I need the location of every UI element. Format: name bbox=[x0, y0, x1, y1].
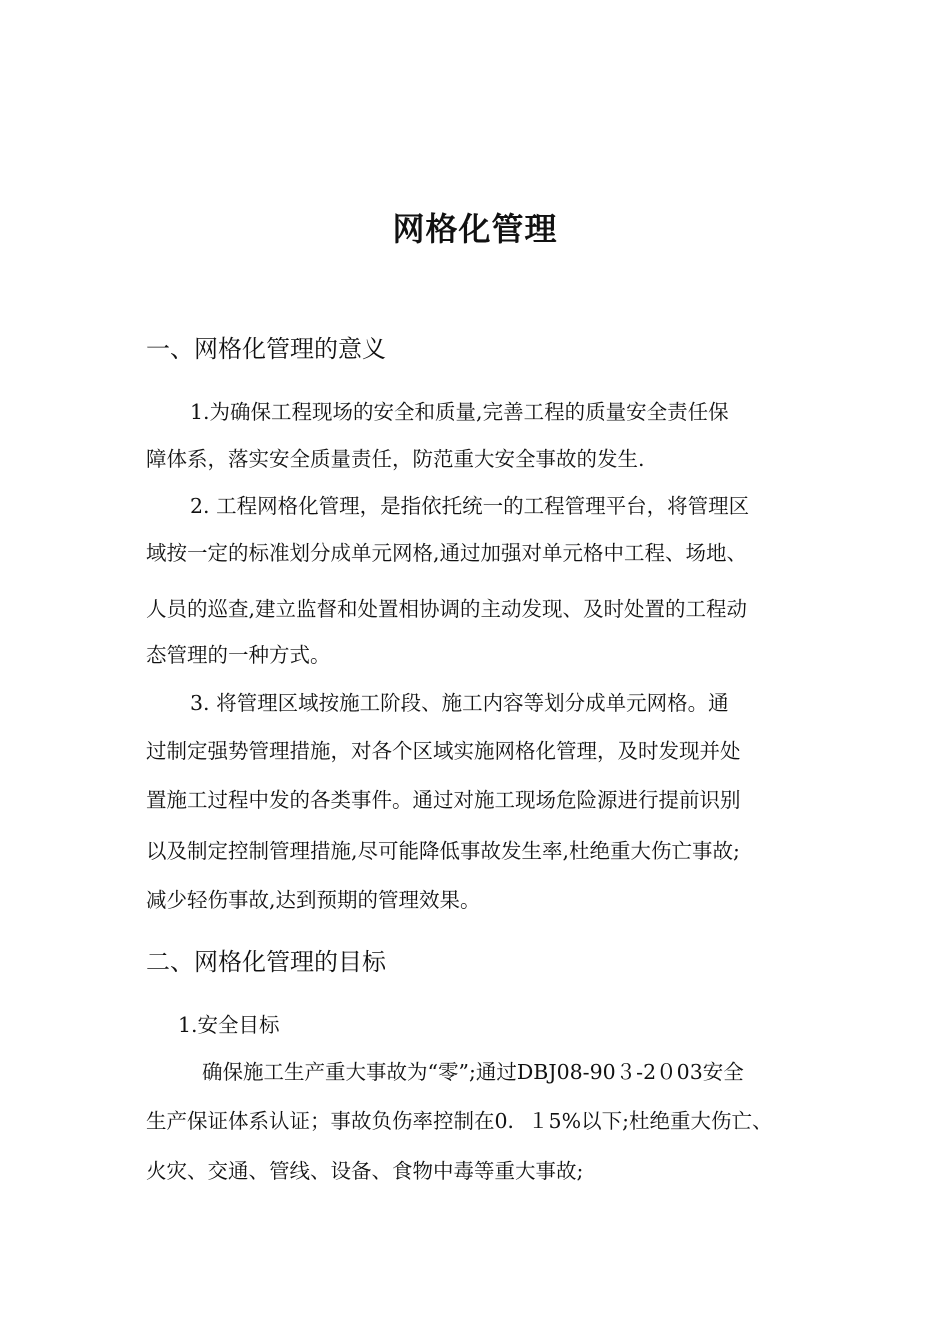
paragraph-line: 态管理的一种方式。 bbox=[146, 643, 331, 667]
paragraph-line: 置施工过程中发的各类事件。通过对施工现场危险源进行提前识别 bbox=[146, 788, 741, 812]
paragraph-line: 火灾、交通、管线、设备、食物中毒等重大事故; bbox=[146, 1159, 584, 1183]
subheading-safety-goal: 1.安全目标 bbox=[178, 1013, 280, 1037]
section-heading-significance: 一、网格化管理的意义 bbox=[146, 335, 386, 363]
paragraph-line: 3. 将管理区域按施工阶段、施工内容等划分成单元网格。通 bbox=[190, 691, 729, 715]
paragraph-line: 2. 工程网格化管理，是指依托统一的工程管理平台，将管理区 bbox=[190, 494, 750, 518]
paragraph-line: 障体系，落实安全质量责任，防范重大安全事故的发生. bbox=[146, 447, 645, 471]
document-title: 网格化管理 bbox=[392, 210, 558, 248]
paragraph-line: 减少轻伤事故,达到预期的管理效果。 bbox=[146, 888, 481, 912]
paragraph-line: 以及制定控制管理措施,尽可能降低事故发生率,杜绝重大伤亡事故; bbox=[146, 839, 740, 863]
paragraph-line: 域按一定的标准划分成单元网格,通过加强对单元格中工程、场地、 bbox=[146, 541, 748, 565]
paragraph-line: 生产保证体系认证；事故负伤率控制在0．１5%以下;杜绝重大伤亡、 bbox=[146, 1109, 773, 1133]
section-heading-goals: 二、网格化管理的目标 bbox=[146, 948, 386, 976]
paragraph-line: 过制定强势管理措施，对各个区域实施网格化管理，及时发现并处 bbox=[146, 739, 741, 763]
paragraph-line: 1.为确保工程现场的安全和质量,完善工程的质量安全责任保 bbox=[190, 400, 729, 424]
paragraph-line: 确保施工生产重大事故为“零”;通过DBJ08-90３-2０03安全 bbox=[202, 1060, 744, 1084]
paragraph-line: 人员的巡查,建立监督和处置相协调的主动发现、及时处置的工程动 bbox=[146, 597, 748, 621]
